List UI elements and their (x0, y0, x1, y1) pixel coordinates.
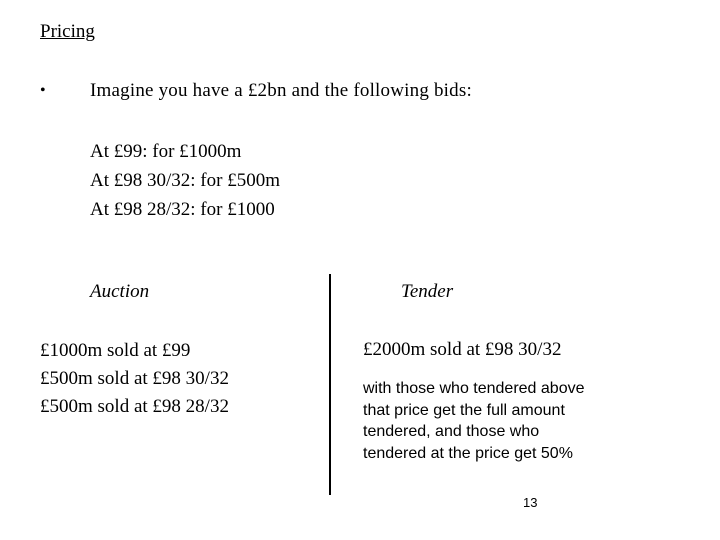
tender-note: with those who tendered above that price get the full amount tendered, and those who tendered at the price get 50% (363, 380, 585, 462)
bids-list (90, 137, 280, 224)
auction-results (40, 337, 229, 421)
page-number: 13 (523, 495, 538, 510)
auction-heading: Auction (90, 281, 150, 302)
auction-line: £500m sold at £98 28/32 (40, 396, 229, 417)
auction-line: £500m sold at £98 30/32 (40, 368, 229, 389)
column-divider (329, 274, 331, 495)
intro-text: Imagine you have a £2bn and the following bids: (90, 80, 472, 101)
bid-line: At £98 28/32: for £1000 (90, 199, 275, 220)
slide-title: Pricing (40, 21, 95, 42)
bullet-icon: • (40, 82, 46, 99)
bid-line: At £99: for £1000m (90, 141, 242, 162)
bid-line: At £98 30/32: for £500m (90, 170, 280, 191)
tender-result: £2000m sold at £98 30/32 (363, 339, 562, 360)
auction-line: £1000m sold at £99 (40, 340, 191, 361)
tender-heading: Tender (401, 281, 454, 302)
